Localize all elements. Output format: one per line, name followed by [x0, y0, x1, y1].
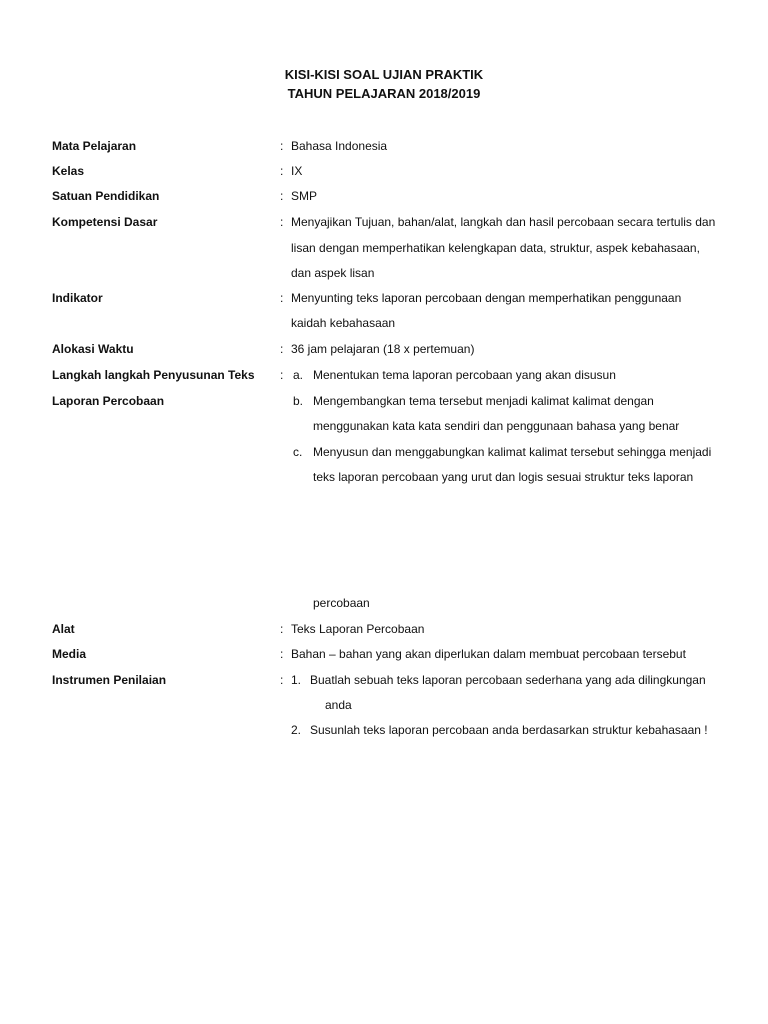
colon: :: [280, 164, 284, 178]
list-item: Mengembangkan tema tersebut menjadi kalimat kalimat dengan: [313, 394, 654, 408]
label: Alat: [52, 622, 75, 636]
value: Teks Laporan Percobaan: [291, 622, 425, 636]
title-line-1: KISI-KISI SOAL UJIAN PRAKTIK: [284, 67, 484, 82]
value: 36 jam pelajaran (18 x pertemuan): [291, 342, 475, 356]
colon: :: [280, 291, 284, 305]
list-item-cont: anda: [325, 698, 352, 712]
value: IX: [291, 164, 303, 178]
value-line: Menyajikan Tujuan, bahan/alat, langkah dan hasil percobaan secara tertulis dan: [291, 215, 716, 229]
value-line: lisan dengan memperhatikan kelengkapan data, struktur, aspek kebahasaan,: [291, 241, 700, 255]
label: Satuan Pendidikan: [52, 189, 160, 203]
colon: :: [280, 342, 284, 356]
colon: :: [280, 622, 284, 636]
value-line: dan aspek lisan: [291, 266, 375, 280]
colon: :: [280, 139, 284, 153]
label: Media: [52, 647, 87, 661]
colon: :: [280, 215, 284, 229]
value: SMP: [291, 189, 318, 203]
list-item: Susunlah teks laporan percobaan anda berdasarkan struktur kebahasaan !: [310, 723, 708, 737]
list-item: Menentukan tema laporan percobaan yang akan disusun: [313, 368, 616, 382]
label: Alokasi Waktu: [52, 342, 134, 356]
list-item: Buatlah sebuah teks laporan percobaan sederhana yang ada dilingkungan: [310, 673, 706, 687]
list-item-cont: menggunakan kata kata sendiri dan penggunaan bahasa yang benar: [313, 419, 680, 433]
list-marker: c.: [293, 445, 303, 459]
label: Mata Pelajaran: [52, 139, 137, 153]
list-marker: 1.: [291, 673, 302, 687]
colon: :: [280, 368, 284, 382]
label: Kompetensi Dasar: [52, 215, 158, 229]
label-line: Laporan Percobaan: [52, 394, 165, 408]
list-marker: b.: [293, 394, 304, 408]
list-marker: 2.: [291, 723, 302, 737]
colon: :: [280, 189, 284, 203]
colon: :: [280, 673, 284, 687]
title-line-2: TAHUN PELAJARAN 2018/2019: [287, 86, 481, 101]
value: Bahasa Indonesia: [291, 139, 388, 153]
label: Indikator: [52, 291, 103, 305]
value-line: kaidah kebahasaan: [291, 316, 396, 330]
value: Bahan – bahan yang akan diperlukan dalam membuat percobaan tersebut: [291, 647, 686, 661]
list-marker: a.: [293, 368, 304, 382]
value-line: Menyunting teks laporan percobaan dengan memperhatikan penggunaan: [291, 291, 682, 305]
label: Kelas: [52, 164, 85, 178]
label: Instrumen Penilaian: [52, 673, 167, 687]
list-item-cont: percobaan: [313, 596, 370, 610]
list-item-cont: teks laporan percobaan yang urut dan logis sesuai struktur teks laporan: [313, 470, 694, 484]
colon: :: [280, 647, 284, 661]
list-item: Menyusun dan menggabungkan kalimat kalimat tersebut sehingga menjadi: [313, 445, 712, 459]
label-line: Langkah langkah Penyusunan Teks: [52, 368, 255, 382]
